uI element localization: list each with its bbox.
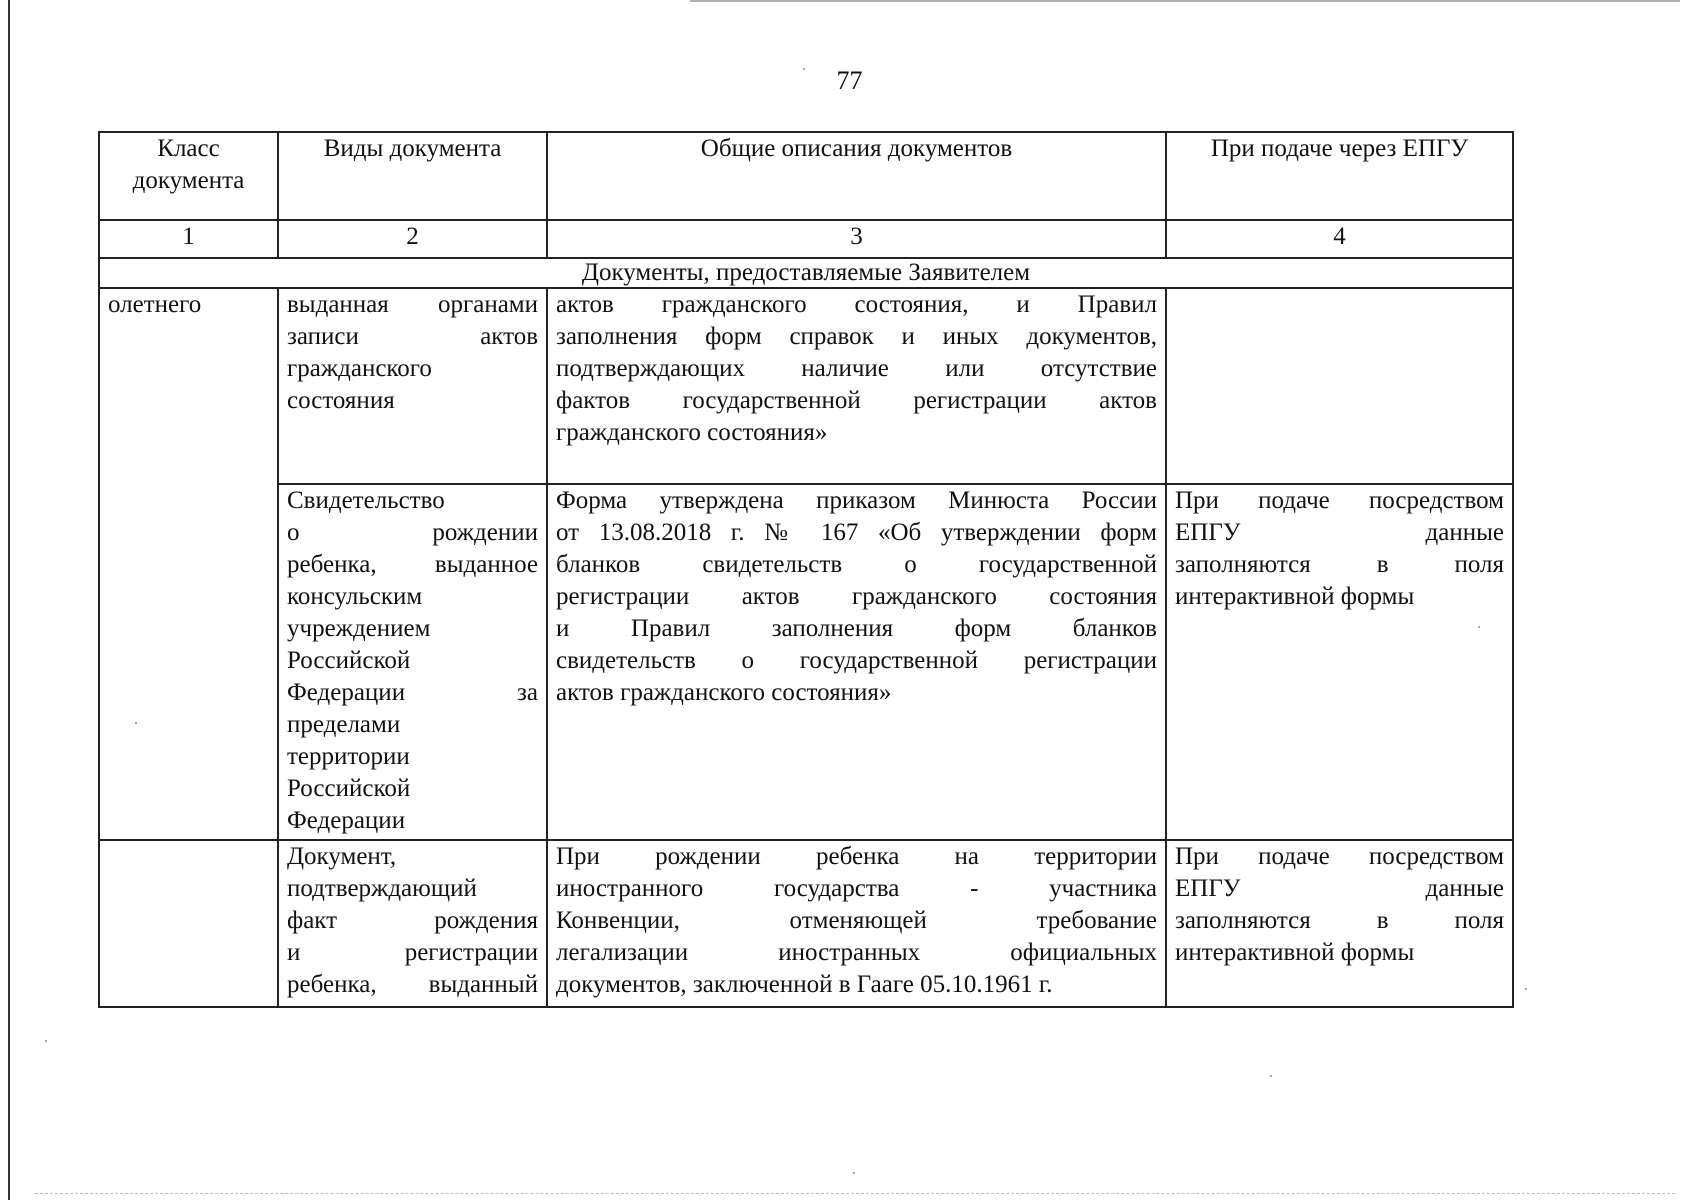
cell-line: подтверждающий <box>287 875 477 902</box>
table-row <box>99 484 1513 840</box>
cell-type <box>278 840 547 1007</box>
cell-line: При подаче посредством <box>1175 487 1504 514</box>
cell-line: факт рождения <box>287 907 538 934</box>
cell-line: гражданского <box>287 355 432 382</box>
cell-epgu <box>1166 288 1513 484</box>
cell-line: пределами <box>287 711 401 738</box>
cell-line: о рождении <box>287 519 538 546</box>
cell-epgu <box>1166 840 1513 1007</box>
header-line: Класс <box>157 135 220 162</box>
cell-line: и Правил заполнения форм бланков <box>556 615 1157 642</box>
cell-type <box>278 288 547 484</box>
documents-table <box>98 131 1514 1008</box>
cell-line: Свидетельство <box>287 487 445 514</box>
cell-line: Российской <box>287 647 411 674</box>
cell-line: легализации иностранных официальных <box>556 939 1157 966</box>
header-line: Виды документа <box>323 135 502 162</box>
cell-description <box>547 288 1166 484</box>
table-header-row <box>99 132 1513 220</box>
cell-line: Российской <box>287 775 411 802</box>
cell-line: ребенка, выданный <box>287 971 538 998</box>
table-row <box>99 288 1513 484</box>
cell-class: олетнего <box>99 288 278 484</box>
cell-line: документов, заключенной в Гааге 05.10.1961 г. <box>556 971 1053 998</box>
section-title: Документы, предоставляемые Заявителем <box>99 258 1513 288</box>
cell-line: ребенка, выданное <box>287 551 538 578</box>
cell-line: заполняются в поля <box>1175 907 1504 934</box>
cell-line: фактов государственной регистрации актов <box>556 387 1157 414</box>
cell-class <box>99 840 278 1007</box>
header-line: документа <box>132 167 245 194</box>
scan-speck <box>1525 988 1527 990</box>
header-class <box>99 132 278 220</box>
scan-speck <box>1270 1075 1272 1077</box>
cell-line: интерактивной формы <box>1175 939 1415 966</box>
header-line: Общие описания документов <box>700 135 1013 162</box>
table-row <box>99 840 1513 1007</box>
cell-line: интерактивной формы <box>1175 583 1415 610</box>
cell-line: актов гражданского состояния, и Правил <box>556 291 1157 318</box>
page-number <box>0 66 1695 96</box>
page-number-text: 77 <box>836 66 863 95</box>
scan-bottom-rule <box>35 1193 1675 1195</box>
cell-class <box>99 484 278 840</box>
cell-line: заполняются в поля <box>1175 551 1504 578</box>
cell-line: Федерации <box>287 807 406 834</box>
cell-line: от 13.08.2018 г. № 167 «Об утверждении форм <box>556 519 1157 546</box>
scan-edge-line <box>8 0 10 1200</box>
cell-line: гражданского состояния» <box>556 419 828 446</box>
cell-type <box>278 484 547 840</box>
column-number: 4 <box>1166 220 1513 258</box>
cell-line: Форма утверждена приказом Минюста России <box>556 487 1157 514</box>
scan-speck <box>853 1172 855 1174</box>
cell-line: ЕПГУ данные <box>1175 875 1504 902</box>
column-number: 1 <box>99 220 278 258</box>
cell-description <box>547 484 1166 840</box>
scan-top-rule <box>690 0 1680 2</box>
cell-line: бланков свидетельств о государственной <box>556 551 1157 578</box>
column-number: 3 <box>547 220 1166 258</box>
cell-line: Конвенции, отменяющей требование <box>556 907 1157 934</box>
header-epgu <box>1166 132 1513 220</box>
header-type <box>278 132 547 220</box>
header-description <box>547 132 1166 220</box>
cell-line: регистрации актов гражданского состояния <box>556 583 1157 610</box>
cell-line: территории <box>287 743 410 770</box>
cell-line: учреждением <box>287 615 431 642</box>
cell-line: Федерации за <box>287 679 538 706</box>
header-line: При подаче через ЕПГУ <box>1210 135 1469 162</box>
section-row <box>99 258 1513 288</box>
scan-speck <box>45 1040 47 1042</box>
cell-line: Документ, <box>287 843 397 870</box>
cell-line: свидетельств о государственной регистрации <box>556 647 1157 674</box>
cell-line: и регистрации <box>287 939 538 966</box>
cell-line: При рождении ребенка на территории <box>556 843 1157 870</box>
cell-line: подтверждающих наличие или отсутствие <box>556 355 1157 382</box>
cell-description <box>547 840 1166 1007</box>
column-number-row <box>99 220 1513 258</box>
cell-line: состояния <box>287 387 395 414</box>
cell-epgu <box>1166 484 1513 840</box>
cell-line: консульским <box>287 583 423 610</box>
cell-line: выданная органами <box>287 291 538 318</box>
column-number: 2 <box>278 220 547 258</box>
cell-line: иностранного государства - участника <box>556 875 1157 902</box>
cell-line: записи актов <box>287 323 538 350</box>
cell-line: ЕПГУ данные <box>1175 519 1504 546</box>
cell-line: При подаче посредством <box>1175 843 1504 870</box>
cell-line: заполнения форм справок и иных документов, <box>556 323 1157 350</box>
cell-line: актов гражданского состояния» <box>556 679 892 706</box>
